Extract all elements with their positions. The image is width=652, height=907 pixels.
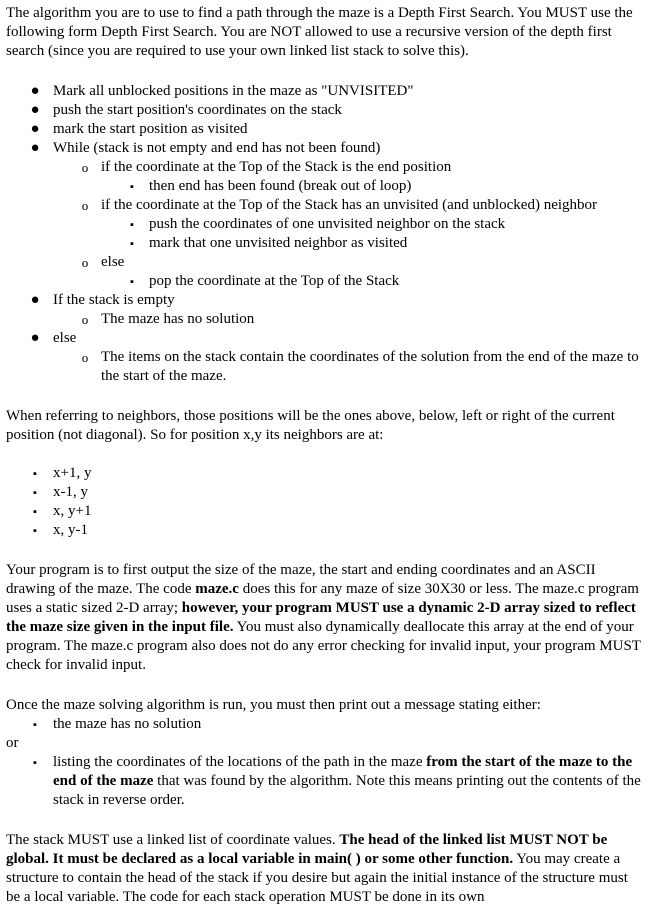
square-bullet-icon: ▪ [130,238,134,250]
square-bullet-icon: ▪ [130,276,134,288]
circle-bullet-icon: o [81,198,89,213]
disc-bullet-icon: ● [30,102,40,118]
square-bullet-icon: ▪ [33,719,37,731]
list-item: o The maze has no solution [6,310,642,329]
or-text: or [6,735,19,751]
requirement-bold: however, your program MUST use a dynamic 2-D array sized to reflect the maze size given in the input file. [6,600,636,635]
code-filename: maze.c [195,581,239,597]
circle-bullet-icon: o [81,160,89,175]
list-item: ▪ mark that one unvisited neighbor as visited [6,234,642,253]
list-item: ▪ pop the coordinate at the Top of the Stack [6,272,642,291]
document-page [6,4,642,907]
disc-bullet-icon: ● [30,330,40,346]
solve-options-list [6,715,642,734]
circle-bullet-icon: o [81,255,89,270]
list-item: ▪ x, y+1 [6,502,642,521]
stack-requirement-bold: The head of the linked list MUST NOT be global. It must be declared as a local variable in main( ) or some other function. [6,832,608,867]
square-bullet-icon: ▪ [33,487,37,499]
list-item: o if the coordinate at the Top of the Stack is the end position [6,158,642,177]
disc-bullet-icon: ● [30,140,40,156]
square-bullet-icon: ▪ [33,757,37,769]
intro-paragraph: The algorithm you are to use to find a path through the maze is a Depth First Search. You MUST use the following form Depth First Search. You are NOT allowed to use a recursive version of the depth first search (since you are required to use your own linked list stack to solve this). [6,5,633,59]
disc-bullet-icon: ● [30,83,40,99]
stack-paragraph: The stack MUST use a linked list of coordinate values. The head of the linked list MUST NOT be global. It must be declared as a local variable in main( ) or some other function. You may create a structure to contain the head of the stack if you desire but again the initial instance of the structure must be a local variable. The code for each stack operation MUST be done in its own [6,832,628,905]
list-item: ● Mark all unblocked positions in the maze as "UNVISITED" [6,82,642,101]
circle-bullet-icon: o [81,312,89,327]
list-item: ▪ x-1, y [6,483,642,502]
circle-bullet-icon: o [81,350,89,365]
list-item: ● else [6,329,642,348]
disc-bullet-icon: ● [30,292,40,308]
solve-options-list-2 [6,753,642,810]
list-item: ● If the stack is empty [6,291,642,310]
square-bullet-icon: ▪ [33,506,37,518]
list-item: ▪ then end has been found (break out of loop) [6,177,642,196]
list-item: o else [6,253,642,272]
disc-bullet-icon: ● [30,121,40,137]
program-paragraph: Your program is to first output the size of the maze, the start and ending coordinates and an ASCII drawing of the maze. The code maze.c does this for any maze of size 30X30 or less. The maze.c program uses a static sized 2-D array; however, your program MUST use a dynamic 2-D array sized to reflect the maze size given in the input file. You must also dynamically deallocate this array at the end of your program. The maze.c program also does not do any error checking for invalid input, your program MUST check for invalid input. [6,562,641,673]
list-item: ▪ push the coordinates of one unvisited neighbor on the stack [6,215,642,234]
square-bullet-icon: ▪ [130,219,134,231]
list-item: ▪ the maze has no solution [6,715,642,734]
list-item: ● While (stack is not empty and end has not been found) [6,139,642,158]
list-item: ▪ x, y-1 [6,521,642,540]
list-item: ▪ x+1, y [6,464,642,483]
list-item: ● mark the start position as visited [6,120,642,139]
square-bullet-icon: ▪ [33,525,37,537]
square-bullet-icon: ▪ [130,181,134,193]
square-bullet-icon: ▪ [33,468,37,480]
neighbors-paragraph: When referring to neighbors, those positions will be the ones above, below, left or right of the current position (not diagonal). So for position x,y its neighbors are at: [6,408,615,443]
list-item: o The items on the stack contain the coordinates of the solution from the end of the maze to the start of the maze. [6,348,642,386]
list-item: o if the coordinate at the Top of the Stack has an unvisited (and unblocked) neighbor [6,196,642,215]
algorithm-list [6,82,642,386]
neighbors-list [6,464,642,540]
list-item: ● push the start position's coordinates on the stack [6,101,642,120]
list-item: ▪ listing the coordinates of the locations of the path in the maze from the start of the maze to the end of the maze that was found by the algorithm. Note this means printing out the contents of the stack in reverse order. [6,753,642,810]
solve-paragraph: Once the maze solving algorithm is run, you must then print out a message stating either: [6,697,541,713]
